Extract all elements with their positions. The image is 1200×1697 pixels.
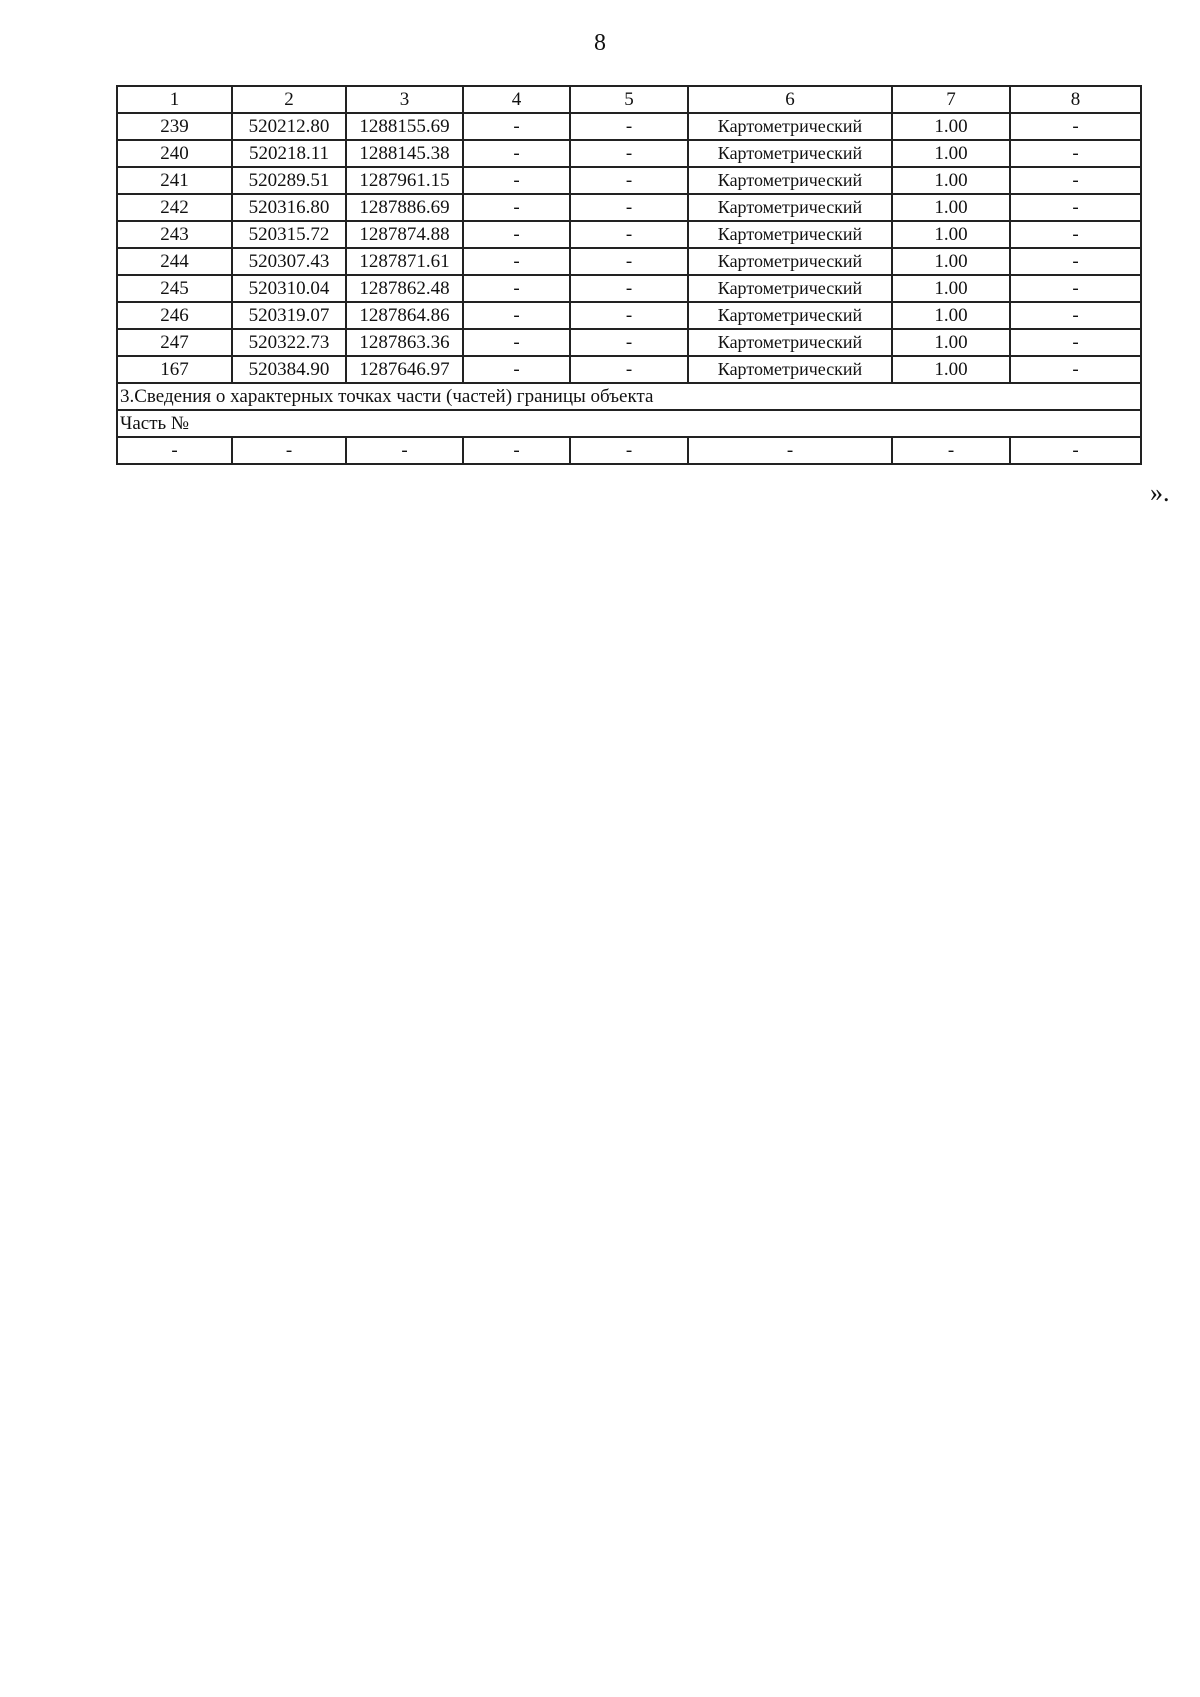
point-number-cell: 240 <box>117 140 232 167</box>
method-cell: Картометрический <box>688 248 892 275</box>
table-row <box>117 329 1141 356</box>
table-cell: - <box>1010 248 1141 275</box>
header-cell: 2 <box>232 86 346 113</box>
precision-cell: 1.00 <box>892 302 1010 329</box>
table-cell: - <box>463 113 570 140</box>
method-cell: Картометрический <box>688 140 892 167</box>
table-cell: - <box>570 221 688 248</box>
table-row <box>117 140 1141 167</box>
table-cell: - <box>1010 356 1141 383</box>
table-cell: - <box>570 302 688 329</box>
precision-cell: 1.00 <box>892 167 1010 194</box>
table-cell: - <box>570 275 688 302</box>
table-row <box>117 275 1141 302</box>
empty-cell: - <box>688 437 892 464</box>
empty-cell: - <box>1010 437 1141 464</box>
header-cell: 5 <box>570 86 688 113</box>
table-cell: - <box>1010 329 1141 356</box>
table-cell: - <box>463 167 570 194</box>
y-coordinate-cell: 1288145.38 <box>346 140 463 167</box>
x-coordinate-cell: 520322.73 <box>232 329 346 356</box>
empty-cell: - <box>892 437 1010 464</box>
table-row <box>117 113 1141 140</box>
y-coordinate-cell: 1287874.88 <box>346 221 463 248</box>
precision-cell: 1.00 <box>892 248 1010 275</box>
x-coordinate-cell: 520289.51 <box>232 167 346 194</box>
point-number-cell: 167 <box>117 356 232 383</box>
table-cell: - <box>1010 302 1141 329</box>
y-coordinate-cell: 1287886.69 <box>346 194 463 221</box>
method-cell: Картометрический <box>688 302 892 329</box>
table-row <box>117 221 1141 248</box>
table-cell: - <box>1010 167 1141 194</box>
empty-cell: - <box>570 437 688 464</box>
header-row <box>117 86 1141 113</box>
header-cell: 3 <box>346 86 463 113</box>
precision-cell: 1.00 <box>892 113 1010 140</box>
coordinates-table <box>116 85 1142 465</box>
point-number-cell: 239 <box>117 113 232 140</box>
closing-quote-mark: ». <box>1150 478 1170 507</box>
table-cell: - <box>463 194 570 221</box>
empty-cell: - <box>117 437 232 464</box>
method-cell: Картометрический <box>688 329 892 356</box>
x-coordinate-cell: 520384.90 <box>232 356 346 383</box>
point-number-cell: 246 <box>117 302 232 329</box>
table-cell: - <box>570 140 688 167</box>
header-cell: 6 <box>688 86 892 113</box>
y-coordinate-cell: 1287862.48 <box>346 275 463 302</box>
method-cell: Картометрический <box>688 167 892 194</box>
table-cell: - <box>463 248 570 275</box>
table-cell: - <box>570 167 688 194</box>
method-cell: Картометрический <box>688 275 892 302</box>
table-cell: - <box>463 302 570 329</box>
table-cell: - <box>1010 194 1141 221</box>
method-cell: Картометрический <box>688 194 892 221</box>
y-coordinate-cell: 1287646.97 <box>346 356 463 383</box>
table-row <box>117 356 1141 383</box>
table-cell: - <box>463 140 570 167</box>
part-label: Часть № <box>117 410 1141 437</box>
empty-cell: - <box>232 437 346 464</box>
y-coordinate-cell: 1287871.61 <box>346 248 463 275</box>
method-cell: Картометрический <box>688 356 892 383</box>
y-coordinate-cell: 1288155.69 <box>346 113 463 140</box>
precision-cell: 1.00 <box>892 329 1010 356</box>
method-cell: Картометрический <box>688 113 892 140</box>
table-cell: - <box>463 329 570 356</box>
point-number-cell: 245 <box>117 275 232 302</box>
section-title: 3.Сведения о характерных точках части (частей) границы объекта <box>117 383 1141 410</box>
precision-cell: 1.00 <box>892 140 1010 167</box>
precision-cell: 1.00 <box>892 275 1010 302</box>
table-cell: - <box>463 356 570 383</box>
table-cell: - <box>570 248 688 275</box>
table-cell: - <box>463 221 570 248</box>
coordinates-table-wrapper <box>116 85 1142 465</box>
table-row <box>117 167 1141 194</box>
table-row <box>117 302 1141 329</box>
x-coordinate-cell: 520315.72 <box>232 221 346 248</box>
precision-cell: 1.00 <box>892 194 1010 221</box>
x-coordinate-cell: 520218.11 <box>232 140 346 167</box>
header-cell: 4 <box>463 86 570 113</box>
table-cell: - <box>1010 221 1141 248</box>
section-title-row <box>117 383 1141 410</box>
header-cell: 8 <box>1010 86 1141 113</box>
table-cell: - <box>463 275 570 302</box>
table-cell: - <box>570 194 688 221</box>
part-label-row <box>117 410 1141 437</box>
header-cell: 1 <box>117 86 232 113</box>
method-cell: Картометрический <box>688 221 892 248</box>
y-coordinate-cell: 1287961.15 <box>346 167 463 194</box>
table-cell: - <box>570 329 688 356</box>
header-cell: 7 <box>892 86 1010 113</box>
table-cell: - <box>1010 140 1141 167</box>
page-number: 8 <box>594 30 606 56</box>
point-number-cell: 242 <box>117 194 232 221</box>
point-number-cell: 243 <box>117 221 232 248</box>
point-number-cell: 244 <box>117 248 232 275</box>
x-coordinate-cell: 520310.04 <box>232 275 346 302</box>
table-cell: - <box>570 113 688 140</box>
precision-cell: 1.00 <box>892 221 1010 248</box>
table-cell: - <box>570 356 688 383</box>
point-number-cell: 247 <box>117 329 232 356</box>
empty-cell: - <box>463 437 570 464</box>
table-row <box>117 248 1141 275</box>
x-coordinate-cell: 520316.80 <box>232 194 346 221</box>
x-coordinate-cell: 520319.07 <box>232 302 346 329</box>
table-cell: - <box>1010 113 1141 140</box>
y-coordinate-cell: 1287863.36 <box>346 329 463 356</box>
point-number-cell: 241 <box>117 167 232 194</box>
precision-cell: 1.00 <box>892 356 1010 383</box>
empty-row <box>117 437 1141 464</box>
empty-cell: - <box>346 437 463 464</box>
y-coordinate-cell: 1287864.86 <box>346 302 463 329</box>
table-cell: - <box>1010 275 1141 302</box>
x-coordinate-cell: 520307.43 <box>232 248 346 275</box>
x-coordinate-cell: 520212.80 <box>232 113 346 140</box>
table-row <box>117 194 1141 221</box>
